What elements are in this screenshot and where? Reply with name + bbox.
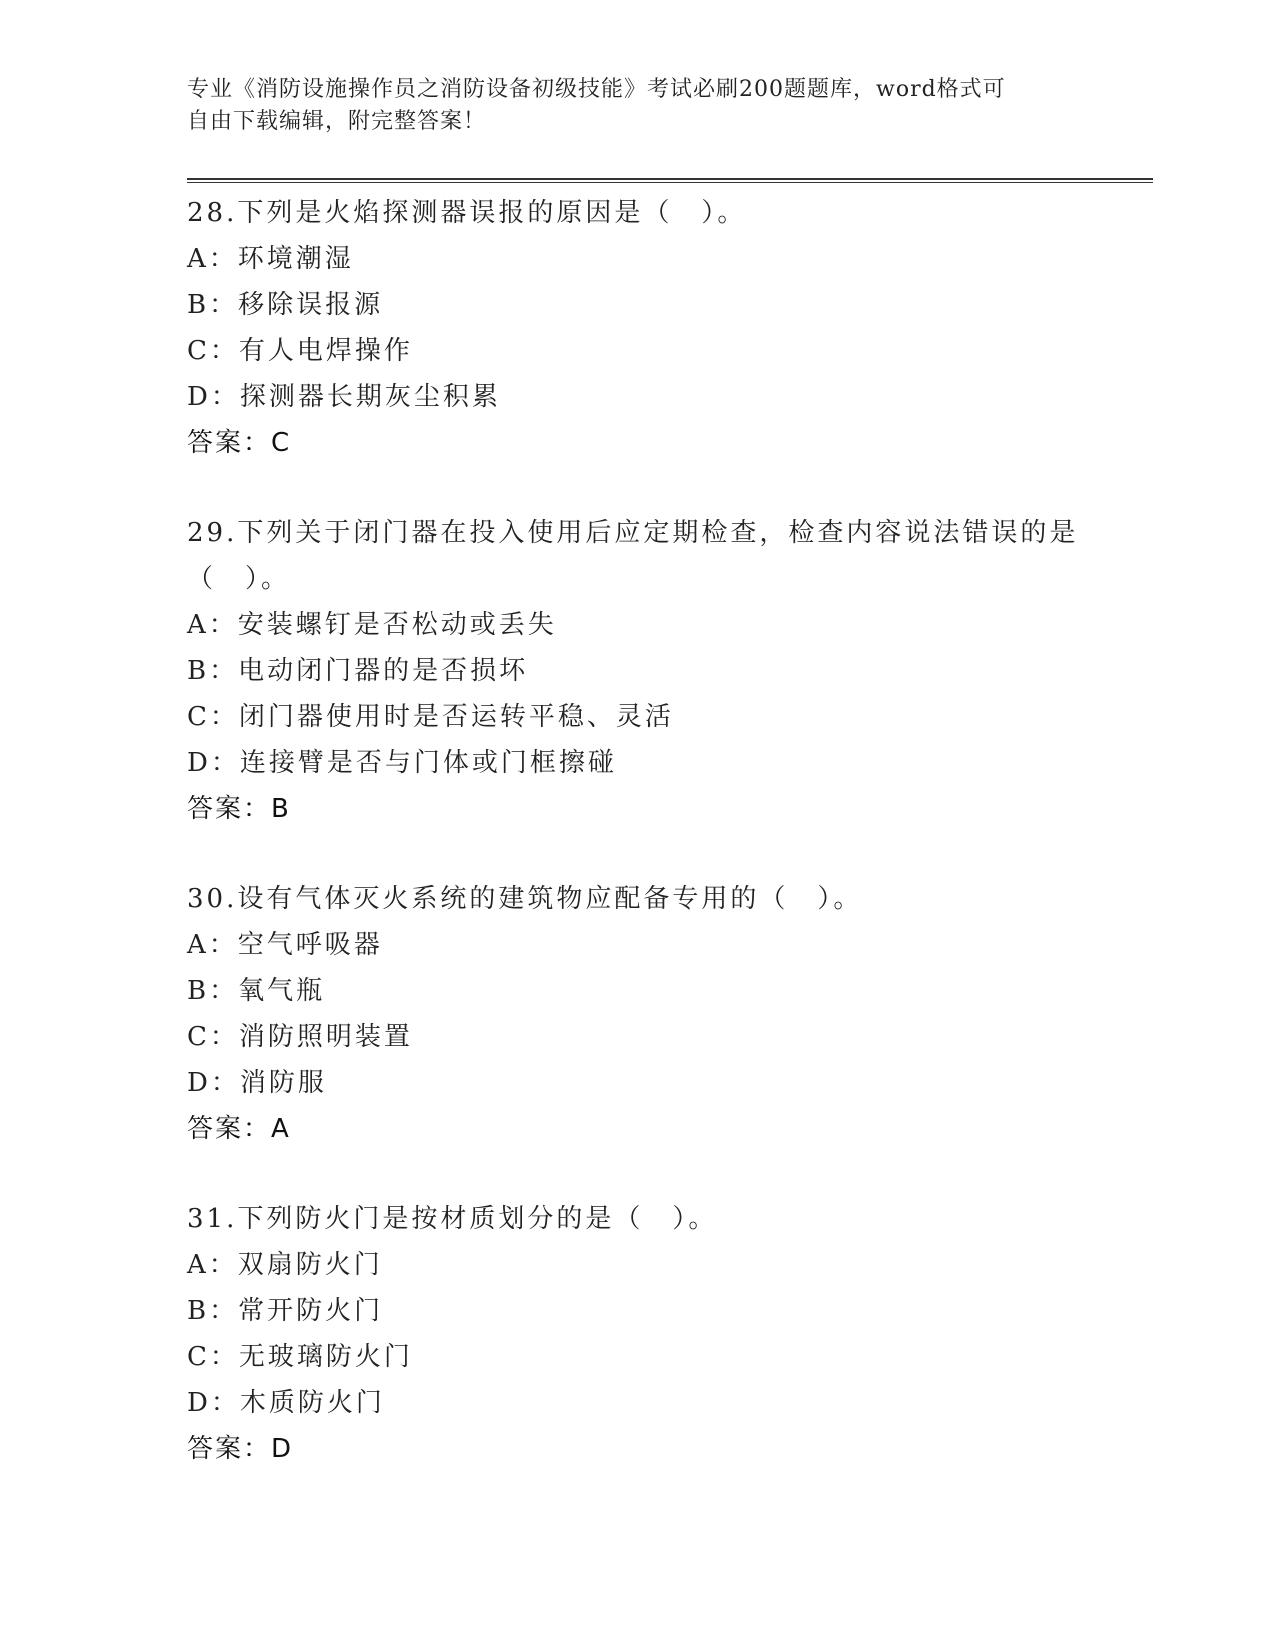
question-29 <box>187 510 1147 832</box>
option-a: A：环境潮湿 <box>187 244 354 274</box>
question-28 <box>187 190 1147 466</box>
option-d: D：消防服 <box>187 1068 327 1098</box>
question-stem: 28.下列是火焰探测器误报的原因是（ ）。 <box>187 198 747 228</box>
answer: 答案：B <box>187 794 291 824</box>
option-c: C：有人电焊操作 <box>187 336 413 366</box>
option-b: B：电动闭门器的是否损坏 <box>187 656 529 686</box>
option-c: C：消防照明装置 <box>187 1022 413 1052</box>
question-stem: 31.下列防火门是按材质划分的是（ ）。 <box>187 1204 718 1234</box>
answer: 答案：A <box>187 1114 291 1144</box>
question-stem-continued: （ ）。 <box>187 564 291 594</box>
header-line-2: 自由下载编辑，附完整答案！ <box>187 109 487 134</box>
option-d: D：探测器长期灰尘积累 <box>187 382 501 412</box>
option-a: A：安装螺钉是否松动或丢失 <box>187 610 557 640</box>
question-gap <box>187 1152 1147 1196</box>
answer: 答案：D <box>187 1434 294 1464</box>
option-c: C：无玻璃防火门 <box>187 1342 413 1372</box>
option-b: B：常开防火门 <box>187 1296 384 1326</box>
header-line-1: 专业《消防设施操作员之消防设备初级技能》考试必刷200题题库，word格式可 <box>187 77 1006 102</box>
question-31 <box>187 1196 1147 1472</box>
question-gap <box>187 466 1147 510</box>
question-stem: 30.设有气体灭火系统的建筑物应配备专用的（ ）。 <box>187 884 863 914</box>
option-b: B：氧气瓶 <box>187 976 326 1006</box>
option-b: B：移除误报源 <box>187 290 384 320</box>
answer: 答案：C <box>187 428 292 458</box>
question-list <box>187 190 1147 1472</box>
option-a: A：空气呼吸器 <box>187 930 383 960</box>
document-header <box>187 74 1077 138</box>
question-30 <box>187 876 1147 1152</box>
header-divider <box>187 178 1153 183</box>
question-gap <box>187 832 1147 876</box>
option-a: A：双扇防火门 <box>187 1250 383 1280</box>
option-d: D：连接臂是否与门体或门框擦碰 <box>187 748 617 778</box>
option-d: D：木质防火门 <box>187 1388 385 1418</box>
option-c: C：闭门器使用时是否运转平稳、灵活 <box>187 702 674 732</box>
question-stem: 29.下列关于闭门器在投入使用后应定期检查，检查内容说法错误的是 <box>187 518 1079 548</box>
